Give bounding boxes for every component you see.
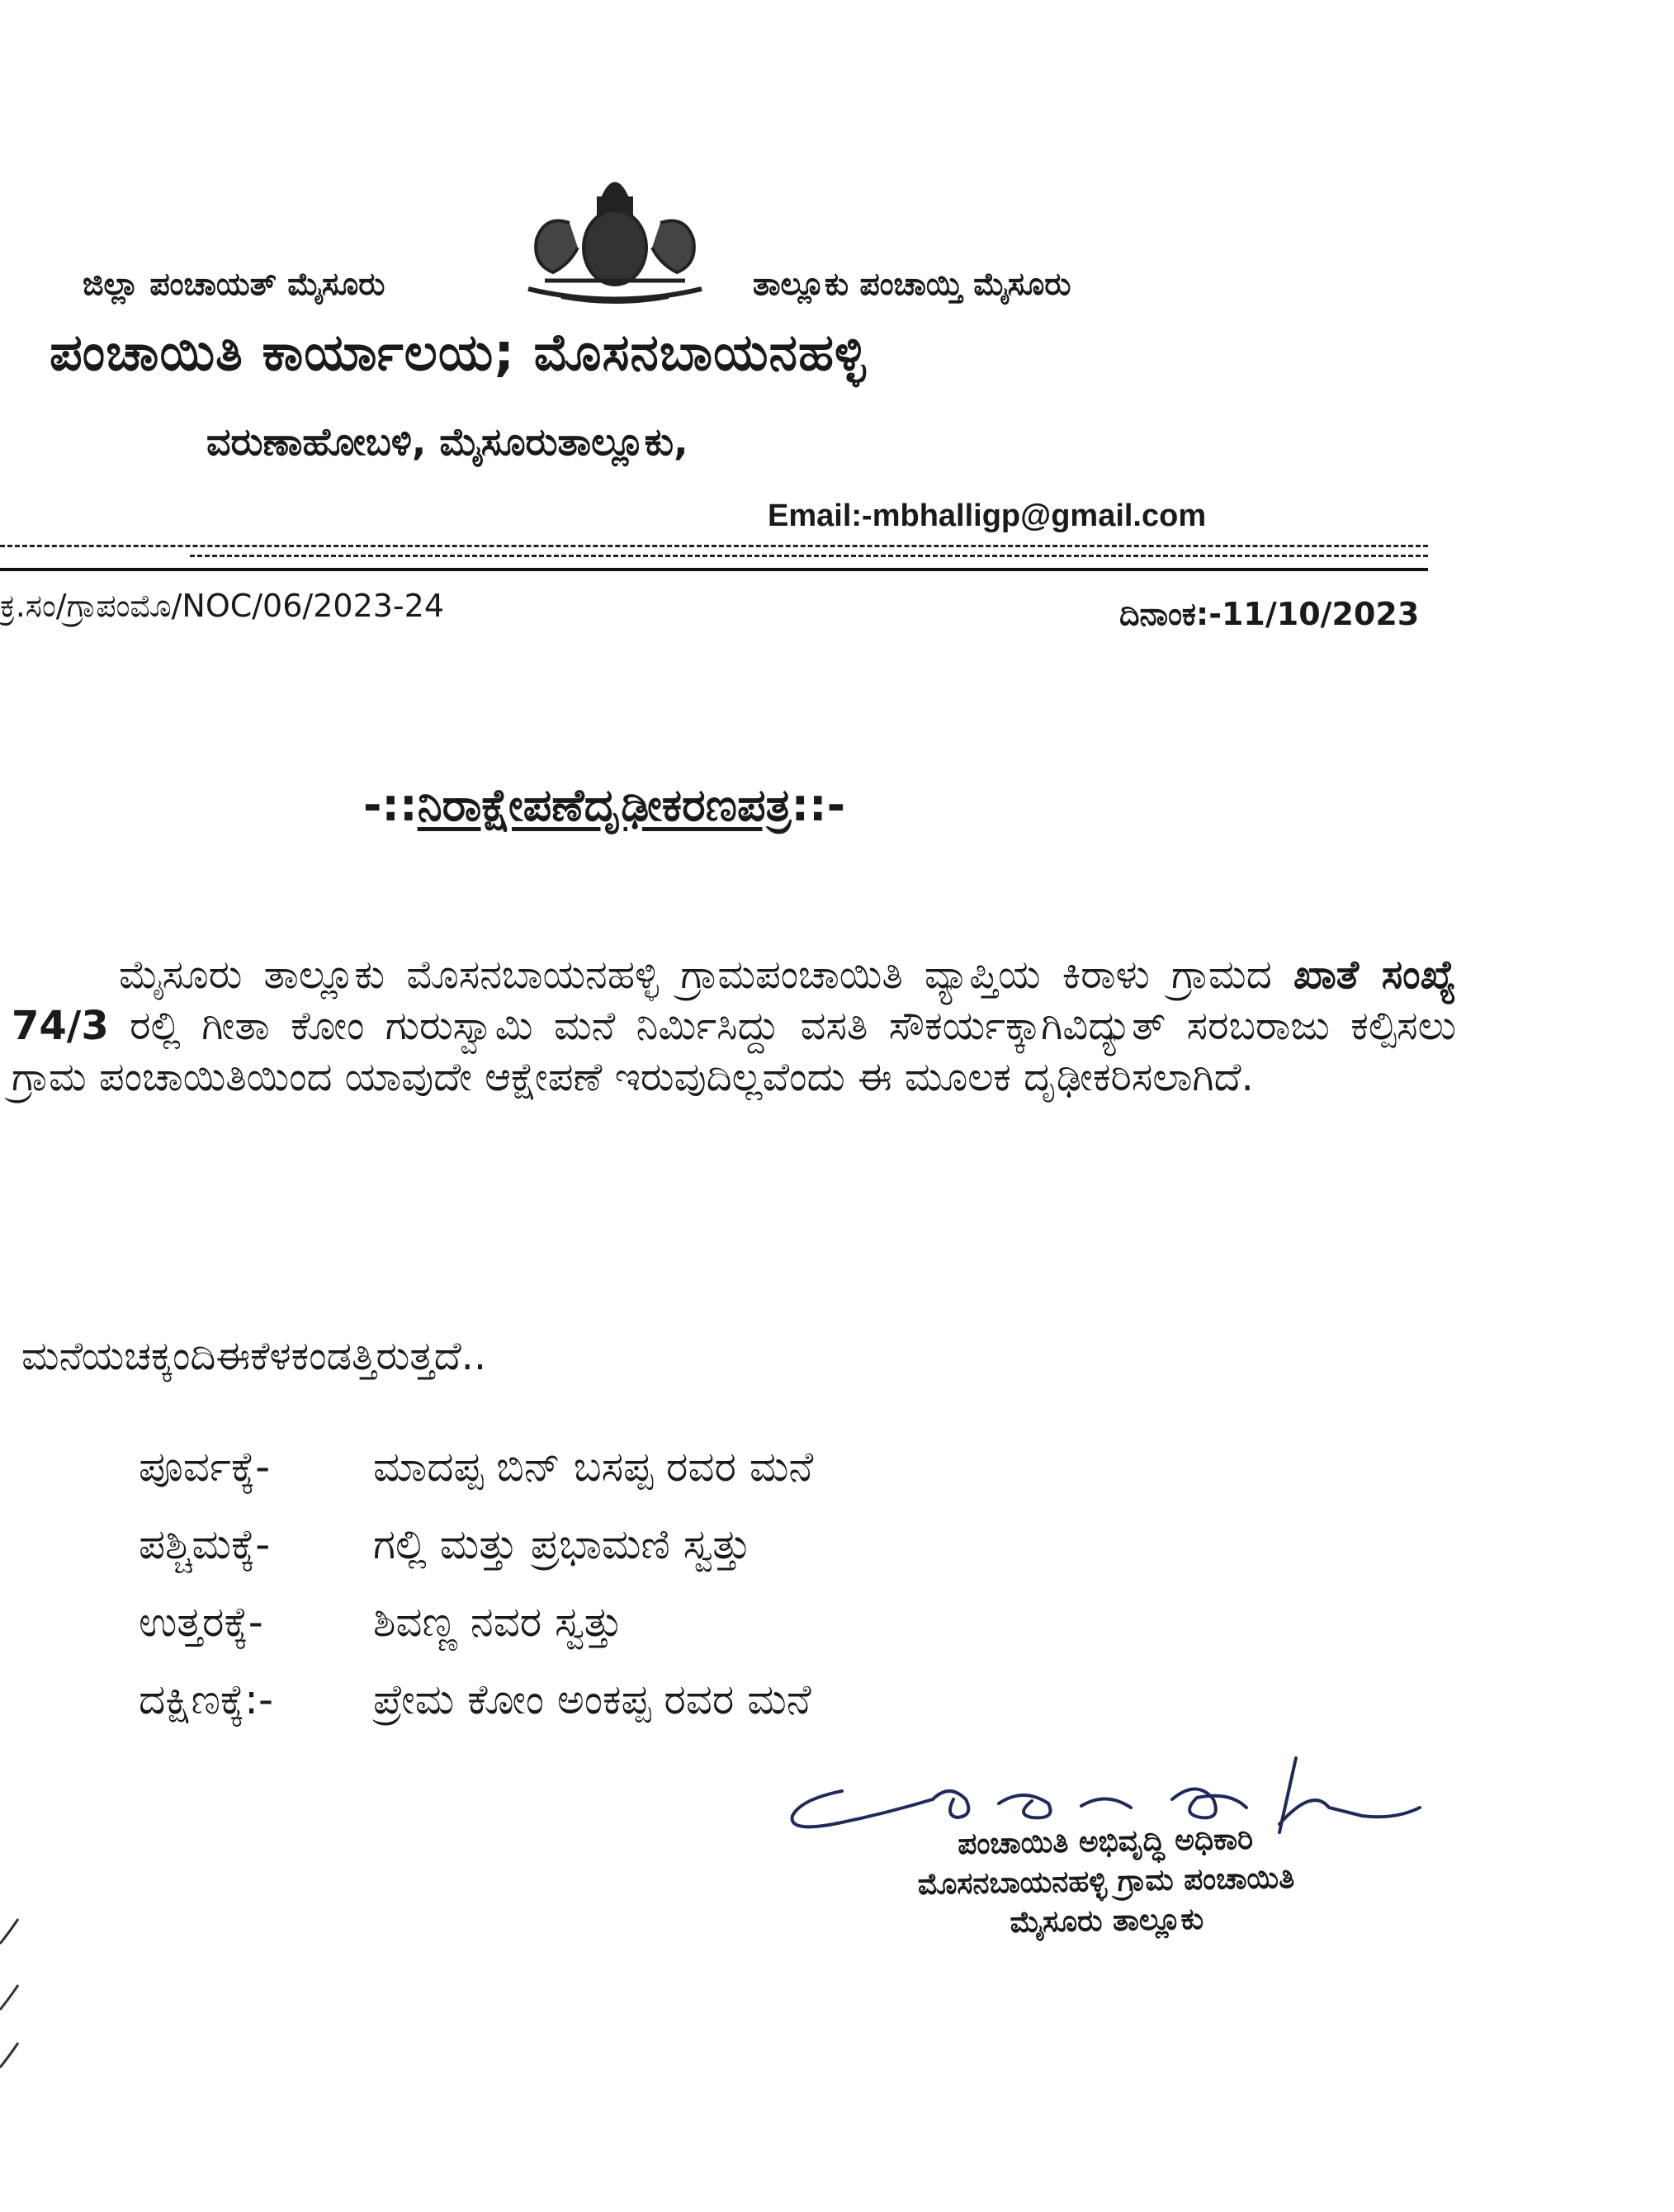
title-prefix: -:: [363,779,418,831]
boundary-north [139,1598,622,1647]
margin-mark [0,2039,20,2072]
boundary-label: ದಕ್ಷಿಣಕ್ಕೆ:- [139,1676,274,1723]
office-email: Email:-mbhalligp@gmail.com [768,499,1207,533]
body-part2: ರಲ್ಲಿ ಗೀತಾ ಕೋಂ ಗುರುಸ್ವಾಮಿ ಮನೆ ನಿರ್ಮಿಸಿದ್ದು ವಸತಿ ಸೌಕರ್ಯಕ್ಕಾಗಿವಿದ್ಯುತ್ ಸರಬರಾಜು ಕಲ್ಪಿಸಲು ಗ್ರಾಮ ಪಂಚಾಯಿತಿಯಿಂದ ಯಾವುದೇ ಆಕ್ಷೇಪಣೆ ಇರುವುದಿಲ್ಲವೆಂದು ಈ ಮೂಲಕ ದೃಢೀಕರಿಸಲಾಗಿದೆ. [12,1003,1456,1100]
boundary-label: ಉತ್ತರಕ್ಕೆ- [139,1598,263,1646]
office-address: ವರುಣಾಹೋಬಳಿ, ಮೈಸೂರುತಾಲ್ಲೂಕು, [206,419,688,464]
stamp-panchayat: ಮೊಸನಬಾಯನಹಳ್ಳಿ ಗ್ರಾಮ ಪಂಚಾಯಿತಿ [917,1861,1295,1902]
boundary-label: ಪಶ್ಚಿಮಕ್ಕೆ- [139,1520,271,1568]
stamp-taluk: ಮೈಸೂರು ತಾಲ್ಲೂಕು [1010,1902,1204,1940]
boundary-value: ಮಾದಪ್ಪ ಬಿನ್ ಬಸಪ್ಪ ರವರ ಮನೆ [373,1443,814,1491]
boundary-value: ಗಲ್ಲಿ ಮತ್ತು ಪ್ರಭಾಮಣಿ ಸ್ವತ್ತು [373,1520,751,1568]
state-emblem [512,165,718,310]
header-divider [0,568,1428,571]
boundaries-intro: ಮನೆಯಚಕ್ಕಂದಿಈಕೆಳಕಂಡತ್ತಿರುತ್ತದೆ.. [21,1333,487,1379]
boundary-value: ಶಿವಣ್ಣ ನವರ ಸ್ವತ್ತು [373,1598,623,1646]
office-title: ಪಂಚಾಯಿತಿ ಕಾರ್ಯಾಲಯ; ಮೊಸನಬಾಯನಹಳ್ಳಿ [50,322,867,382]
document-title [363,779,845,832]
margin-mark [0,1981,20,2014]
khata-number: ಖಾತೆ ಸಂಖ್ಯೆ 74/3 [12,952,1457,1049]
certificate-body [12,949,1456,1103]
boundary-south [139,1676,811,1724]
reference-number: ಕ್ರ.ಸಂ/ಗ್ರಾಪಂಮೊ/NOC/06/2023-24 [0,588,444,624]
boundary-east [139,1443,813,1491]
header-divider [190,555,1428,557]
body-part1: ಮೈಸೂರು ತಾಲ್ಲೂಕು ಮೊಸನಬಾಯನಹಳ್ಳಿ ಗ್ರಾಮಪಂಚಾಯಿತಿ ವ್ಯಾಪ್ತಿಯ ಕಿರಾಳು ಗ್ರಾಮದ [119,952,1272,998]
boundary-value: ಪ್ರೇಮ ಕೋಂ ಅಂಕಪ್ಪ ರವರ ಮನೆ [373,1676,811,1723]
stamp-designation: ಪಂಚಾಯಿತಿ ಅಭಿವೃದ್ಧಿ ಅಧಿಕಾರಿ [957,1822,1254,1862]
title-suffix: ::- [791,779,846,831]
letter-date: ದಿನಾಂಕ:-11/10/2023 [1119,596,1420,632]
boundary-west [139,1520,751,1569]
official-stamp [825,1817,1388,1946]
district-panchayat-label: ಜಿಲ್ಲಾ ಪಂಚಾಯತ್ ಮೈಸೂರು [83,266,385,302]
header-divider [0,545,1428,547]
margin-mark [0,1915,20,1948]
taluk-panchayat-label: ತಾಲ್ಲೂಕು ಪಂಚಾಯ್ತಿ ಮೈಸೂರು [753,266,1071,302]
title-text: ನಿರಾಕ್ಷೇಪಣೆದೃಢೀಕರಣಪತ್ರ [417,779,792,831]
boundary-label: ಪೂರ್ವಕ್ಕೆ- [139,1443,271,1491]
